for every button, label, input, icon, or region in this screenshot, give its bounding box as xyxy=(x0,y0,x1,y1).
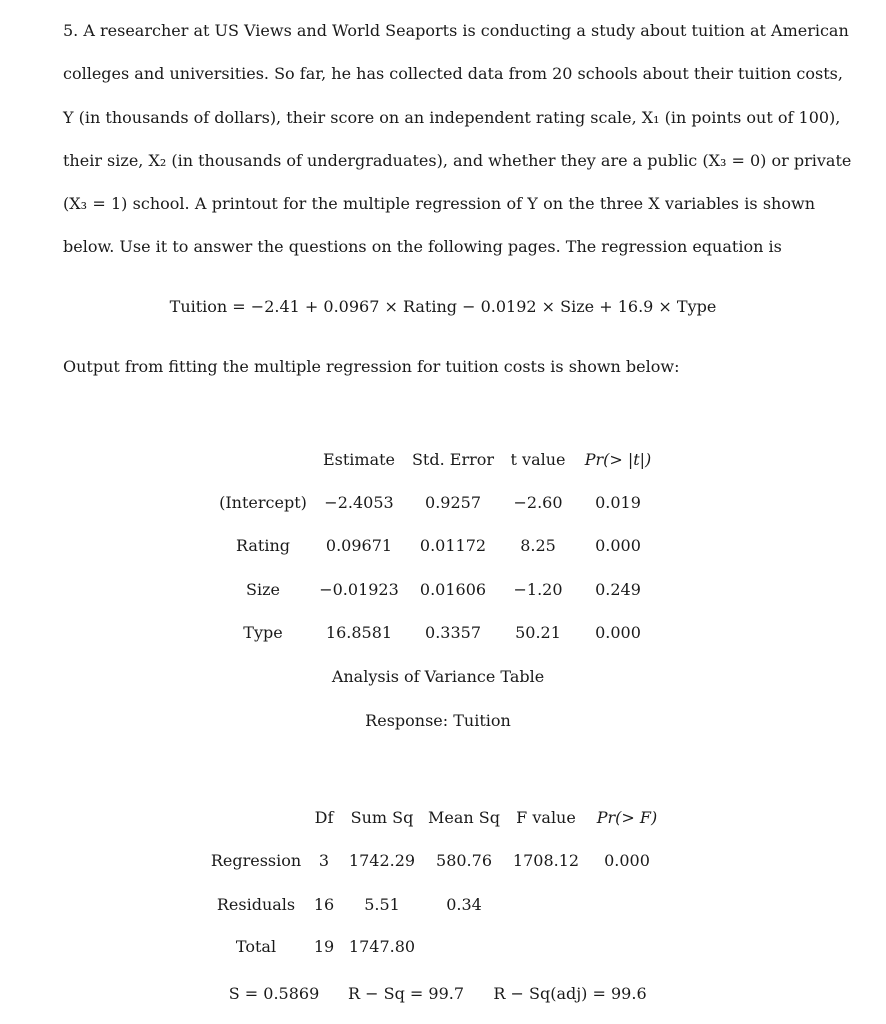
summary-rsq: R − Sq = 99.7 xyxy=(347,984,465,1003)
coef-cell: 0.01172 xyxy=(419,536,487,555)
anova-title: Analysis of Variance Table xyxy=(331,667,545,686)
coef-cell: 16.8581 xyxy=(325,623,393,642)
problem-text xyxy=(63,9,852,269)
coef-cell: 0.249 xyxy=(595,580,641,599)
anova-cell: 1742.29 xyxy=(348,851,416,870)
coef-cell: −2.4053 xyxy=(324,493,394,512)
problem-line-6: below. Use it to answer the questions on the following pages. The regression equation is xyxy=(63,237,782,257)
problem-line-5: (X₃ = 1) school. A printout for the multiple regression of Y on the three X variables is shown xyxy=(63,194,815,214)
anova-cell: 0.34 xyxy=(446,895,482,914)
anova-cell: 580.76 xyxy=(436,851,492,870)
anova-row-label: Regression xyxy=(210,851,302,870)
coef-cell: 0.9257 xyxy=(425,493,481,512)
coef-row-label: Rating xyxy=(235,536,291,555)
output-intro: Output from fitting the multiple regression for tuition costs is shown below: xyxy=(63,357,680,376)
coef-row-label: Type xyxy=(243,623,283,642)
anova-cell: 19 xyxy=(313,937,335,956)
anova-header-pvalue: Pr(> F) xyxy=(596,808,658,827)
coef-cell: −0.01923 xyxy=(319,580,399,599)
anova-cell: 0.000 xyxy=(604,851,650,870)
coef-cell: 0.000 xyxy=(595,536,641,555)
coef-cell: 0.019 xyxy=(595,493,641,512)
coef-cell: 8.25 xyxy=(520,536,556,555)
coef-header-stderr: Std. Error xyxy=(411,450,495,469)
coef-header-estimate: Estimate xyxy=(322,450,396,469)
coef-cell: 0.3357 xyxy=(425,623,481,642)
anova-row-label: Residuals xyxy=(216,895,296,914)
anova-header-sumsq: Sum Sq xyxy=(350,808,414,827)
coef-row-label: (Intercept) xyxy=(219,493,307,512)
anova-response: Response: Tuition xyxy=(365,711,511,730)
problem-line-3: Y (in thousands of dollars), their score on an independent rating scale, X₁ (in points out of 100), xyxy=(63,107,841,127)
coef-header-tvalue: t value xyxy=(510,450,566,469)
coef-cell: 0.01606 xyxy=(419,580,487,599)
coef-header-pvalue: Pr(> |t|) xyxy=(584,450,652,469)
summary-s: S = 0.5869 xyxy=(228,984,320,1003)
anova-cell: 3 xyxy=(318,851,330,870)
coef-cell: 0.000 xyxy=(595,623,641,642)
problem-line-1: 5. A researcher at US Views and World Seaports is conducting a study about tuition at American xyxy=(63,21,849,40)
anova-header-df: Df xyxy=(314,808,334,827)
anova-cell: 1708.12 xyxy=(512,851,580,870)
anova-header-fvalue: F value xyxy=(516,808,576,827)
coef-cell: −1.20 xyxy=(513,580,563,599)
coef-cell: −2.60 xyxy=(513,493,563,512)
anova-cell: 16 xyxy=(313,895,335,914)
summary-rsq-adj: R − Sq(adj) = 99.6 xyxy=(493,984,647,1003)
problem-line-2: colleges and universities. So far, he has collected data from 20 schools about their tuition costs, xyxy=(63,64,843,84)
anova-row-label: Total xyxy=(235,937,277,956)
coef-cell: 0.09671 xyxy=(325,536,393,555)
coef-cell: 50.21 xyxy=(515,623,561,642)
anova-header-meansq: Mean Sq xyxy=(428,808,500,827)
problem-line-4: their size, X₂ (in thousands of undergraduates), and whether they are a public (X₃ = 0) or private xyxy=(63,150,852,170)
coef-row-label: Size xyxy=(246,580,280,599)
anova-cell: 5.51 xyxy=(364,895,400,914)
regression-equation: Tuition = −2.41 + 0.0967 × Rating − 0.0192 × Size + 16.9 × Type xyxy=(169,297,717,316)
anova-cell: 1747.80 xyxy=(348,937,416,956)
